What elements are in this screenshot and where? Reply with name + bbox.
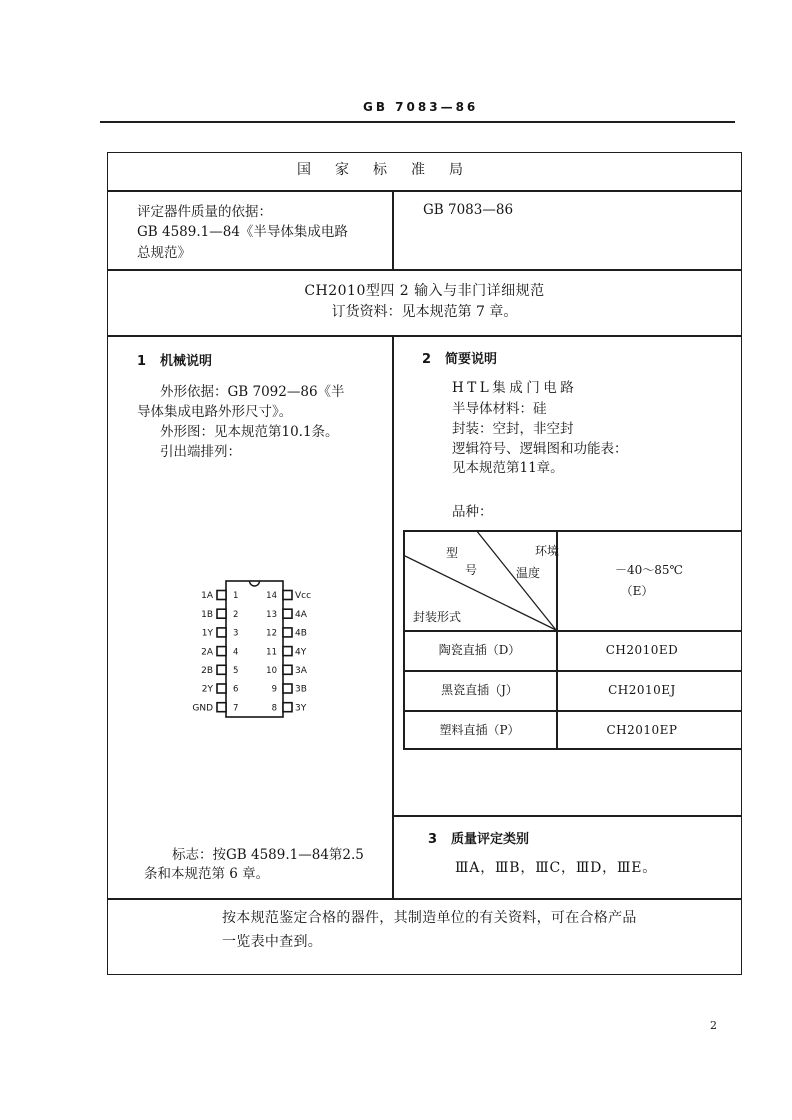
page-number: 2 [710,1019,717,1032]
basis-line-2: GB 4589.1—84《半导体集成电路 [137,224,348,240]
header-temp-range: －40～85℃ [615,563,683,577]
quality-categories: ⅢA，ⅢB，ⅢC，ⅢD，ⅢE。 [455,860,658,876]
section2-number: 2 [422,352,432,367]
section1-line-3: 外形图：见本规范第10.1条。 [160,424,339,440]
pin-9-number: 9 [271,684,277,695]
note-line-2: 一览表中查到。 [222,934,323,950]
row-divider-3 [107,335,742,337]
pin-13-number: 13 [266,609,277,620]
marking-line-1: 标志：按GB 4589.1—84第2.5 [172,847,364,863]
pin-14-lead [283,591,292,600]
header-temp-code: （E） [620,584,654,598]
standard-number: GB 7083—86 [423,202,514,218]
pin-8-lead [283,703,292,712]
pin-7-lead [217,703,226,712]
pinout-diagram [180,572,330,722]
pin-7-label: GND [192,703,213,714]
row-1-package: 陶瓷直插（D） [438,643,521,657]
pin-10-label: 3A [295,666,307,676]
basis-line-3: 总规范》 [137,245,191,261]
varieties-table-bottom [403,748,742,750]
pin-3-label: 1Y [201,628,213,639]
pin-12-number: 12 [266,628,277,639]
row-divider-1 [107,190,742,192]
pin-10-number: 10 [266,666,277,676]
pin-9-label: 3B [295,684,307,695]
note-line-1: 按本规范鉴定合格的器件，其制造单位的有关资料，可在合格产品 [222,910,637,926]
pin-5-number: 5 [233,666,239,676]
pin-3-lead [217,628,226,637]
pin-12-lead [283,628,292,637]
pin-1-lead [217,591,226,600]
varieties-table-row-1-bottom [403,670,742,672]
section1-line-4: 引出端排列： [160,444,241,460]
pin-4-number: 4 [233,647,239,658]
pin-6-number: 6 [233,684,239,695]
varieties-table-row-2-bottom [403,710,742,712]
pin-7-number: 7 [233,703,239,714]
pin-14-number: 14 [266,591,277,602]
pin-1-label: 1A [201,591,213,602]
section2-title: 简要说明 [445,352,498,367]
section3-divider [392,815,742,817]
pin-4-lead [217,647,226,656]
section2-line-2: 半导体材料：硅 [452,401,547,417]
pin-2-lead [217,609,226,618]
pin-11-label: 4Y [295,647,307,658]
basis-label: 评定器件质量的依据： [137,204,272,220]
pin-11-lead [283,647,292,656]
pin-6-lead [217,684,226,693]
row-1-model: CH2010ED [605,643,679,657]
header-package: 封装形式 [413,610,462,624]
row-3-model: CH2010EP [606,723,678,737]
section2-line-1: HTL集成门电路 [452,380,578,396]
section1-title: 机械说明 [160,354,213,369]
document-code: GB 7083—86 [363,100,479,114]
pin-13-label: 4A [295,609,307,620]
pin-5-lead [217,665,226,674]
pin-9-lead [283,684,292,693]
row-divider-2 [107,269,742,271]
section2-heading [422,352,497,368]
pin-10-lead [283,665,292,674]
pin-13-lead [283,609,292,618]
section2-line-3: 封装：空封，非空封 [452,421,574,437]
pin-3-number: 3 [233,628,239,639]
column-divider-upper [392,190,394,269]
section1-heading [137,354,212,370]
ordering-info: 订货资料：见本规范第 7 章。 [331,304,518,320]
varieties-label: 品种： [452,504,493,520]
pin-8-number: 8 [271,703,277,714]
header-type-b: 号 [465,563,478,577]
pin-11-number: 11 [266,647,277,658]
pin-2-number: 2 [233,609,239,620]
column-divider-main [392,335,394,898]
pin-6-label: 2Y [201,684,213,695]
pin-14-label: Vcc [295,591,312,602]
spec-title: CH2010型四 2 输入与非门详细规范 [304,283,545,299]
section3-title: 质量评定类别 [451,832,530,847]
section1-number: 1 [137,354,147,369]
pin-5-label: 2B [201,666,213,676]
section3-heading [428,832,529,848]
row-3-package: 塑料直插（P） [439,723,520,737]
row-2-model: CH2010EJ [608,683,676,697]
section2-line-5: 见本规范第11章。 [452,460,564,476]
header-type-a: 型 [446,546,459,560]
section2-line-4: 逻辑符号、逻辑图和功能表： [452,441,628,457]
header-env-a: 环境 [535,544,560,558]
pin-8-label: 3Y [295,703,307,714]
header-rule [100,121,735,123]
row-divider-4 [107,898,742,900]
pin-4-label: 2A [201,647,213,658]
pin-1-number: 1 [233,591,239,602]
pin-12-label: 4B [295,628,307,639]
row-2-package: 黑瓷直插（J） [441,683,518,697]
marking-line-2: 条和本规范第 6 章。 [144,866,270,882]
pin-2-label: 1B [201,609,213,620]
section1-line-1: 外形依据：GB 7092—86《半 [160,384,345,400]
authority-heading: 国家标准局 [297,162,487,178]
header-env-b: 温度 [516,566,541,580]
section3-number: 3 [428,832,438,847]
section1-line-2: 导体集成电路外形尺寸》。 [137,404,293,420]
